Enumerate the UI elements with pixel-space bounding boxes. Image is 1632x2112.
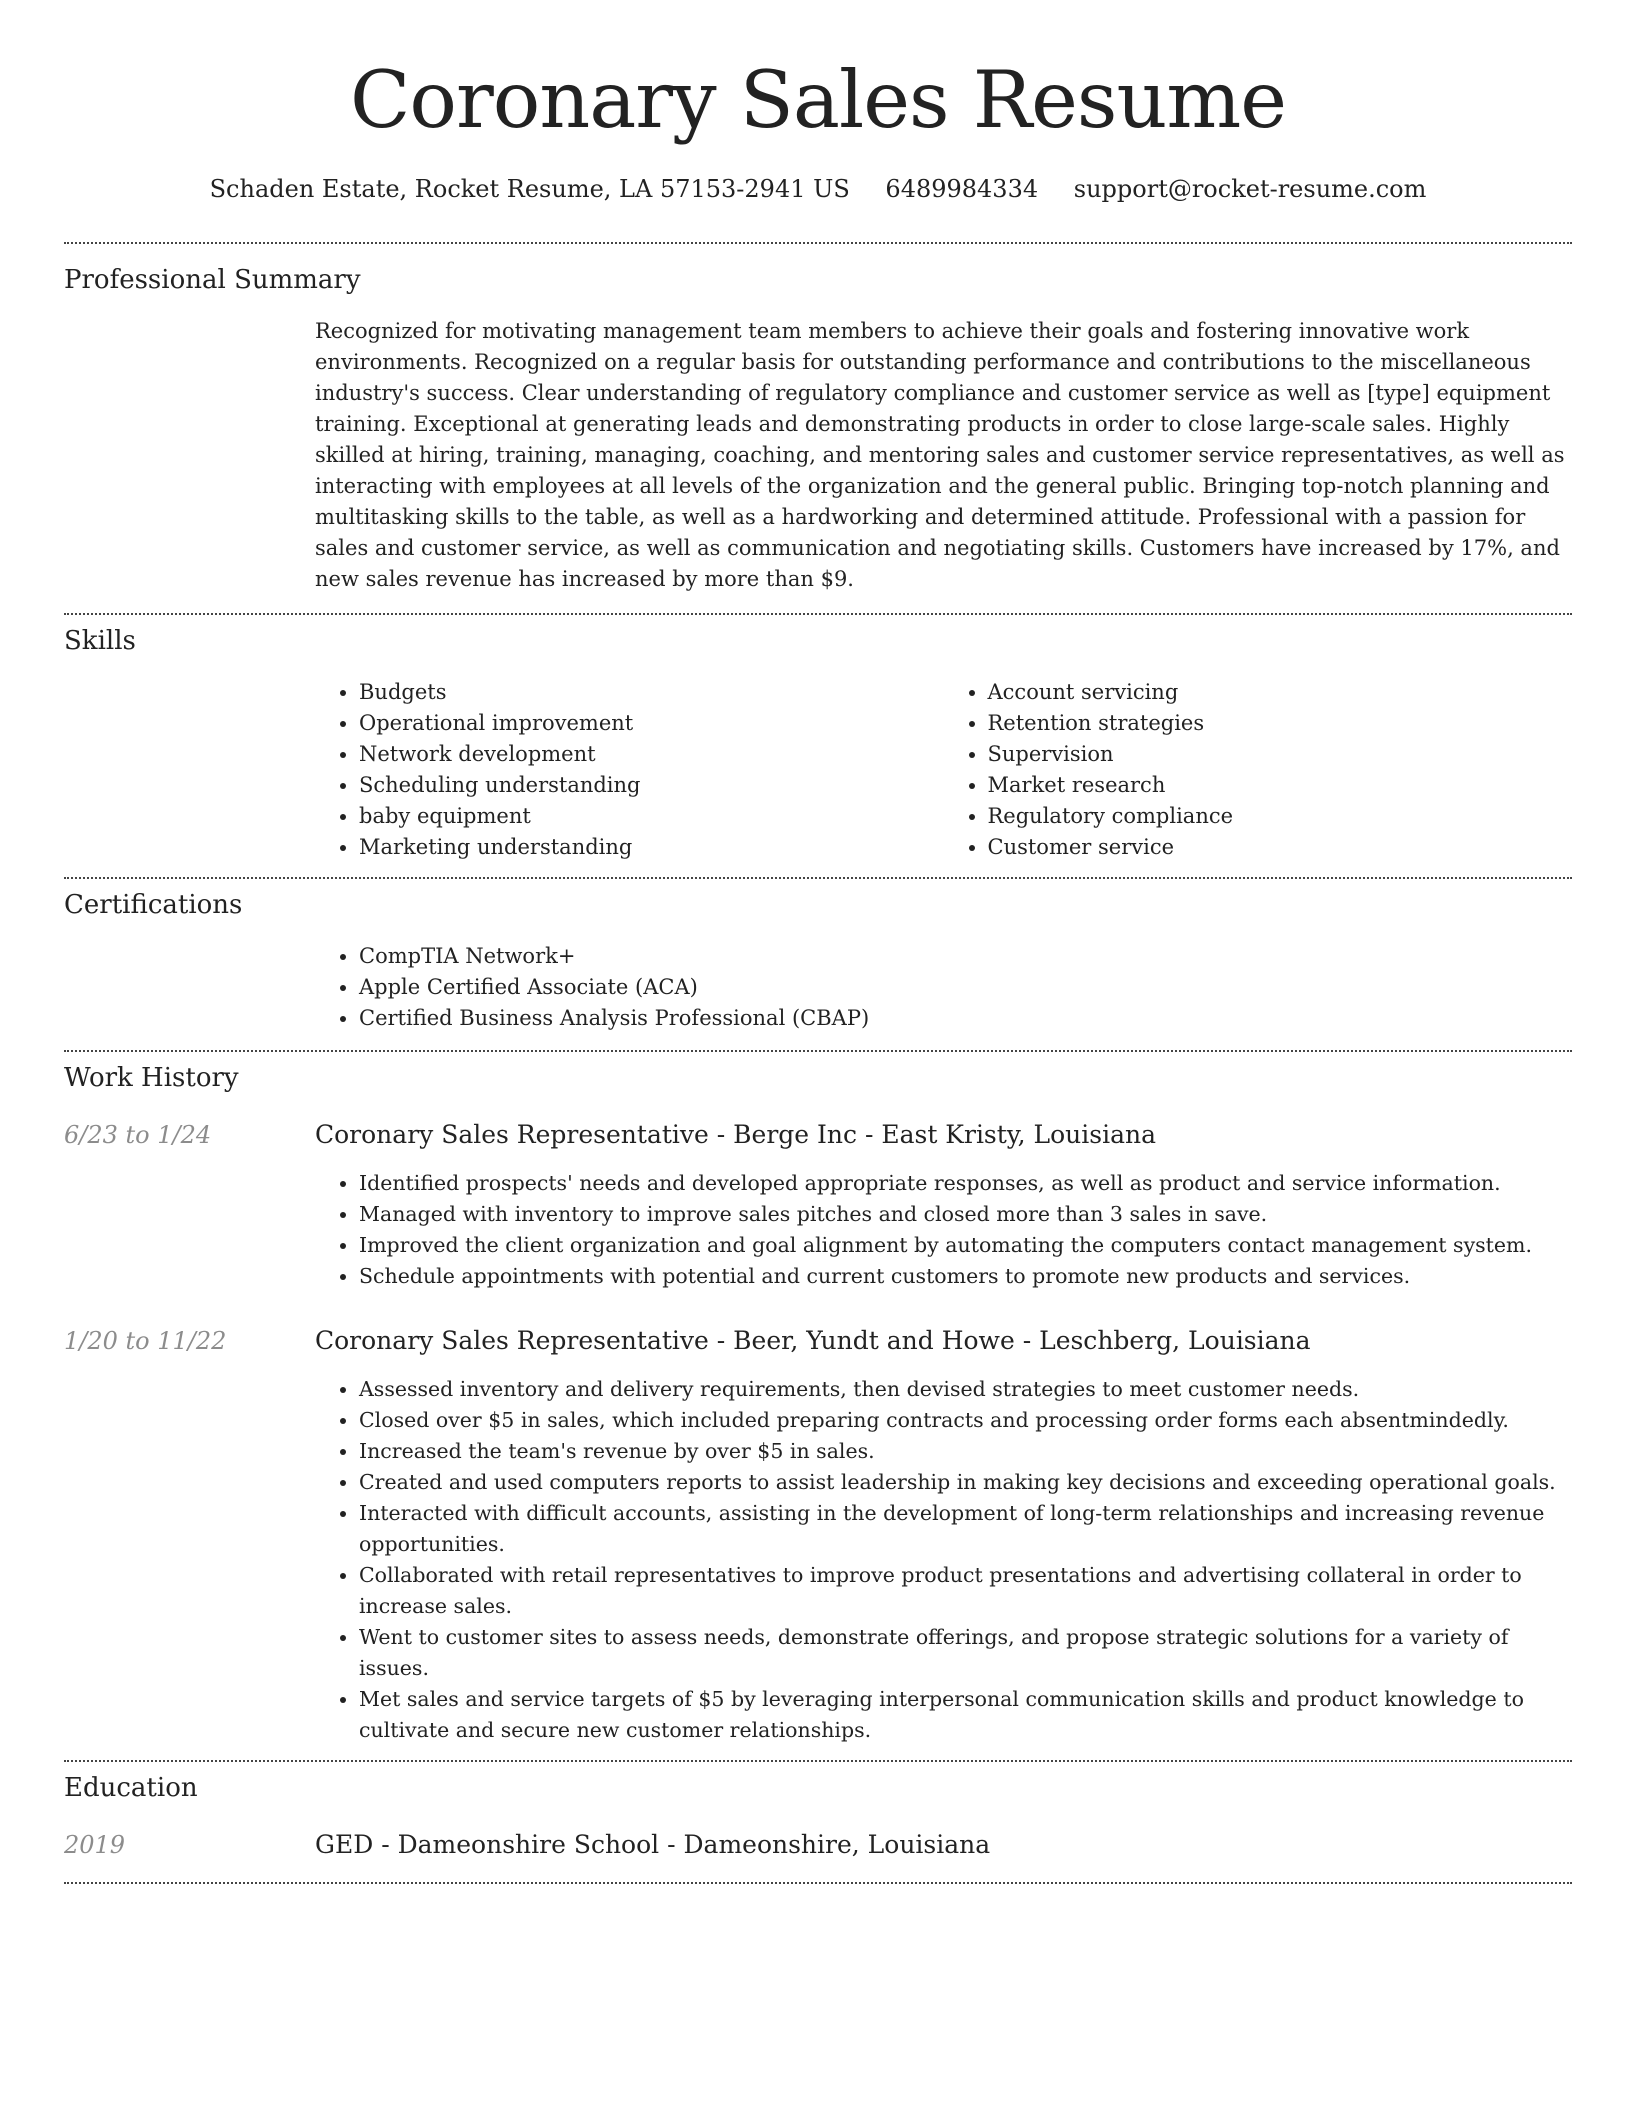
job-bullet-list [315,1168,1572,1292]
skills-list-left [315,677,944,863]
job-bullet: • Assessed inventory and delivery requirements, then devised strategies to meet customer needs. [359,1374,1572,1405]
contact-address: Schaden Estate, Rocket Resume, LA 57153-2941 US [209,175,850,203]
job-bullets [315,1168,1572,1292]
skills-section [64,615,1572,863]
job-entry [64,1326,1572,1746]
education-section [64,1762,1572,1860]
job-bullet: • Created and used computers reports to assist leadership in making key decisions and exceeding operational goals. [359,1467,1572,1498]
job-bullet-list [315,1374,1572,1746]
skill-item: • Operational improvement [359,708,944,739]
job-bullet: • Interacted with difficult accounts, assisting in the development of long-term relationships and increasing revenue opportunities. [359,1498,1572,1560]
skills-columns [315,677,1572,863]
education-year: 2019 [64,1831,126,1859]
job-dates: 1/20 to 11/22 [64,1327,227,1355]
job-bullet: • Went to customer sites to assess needs, demonstrate offerings, and propose strategic solutions for a variety of issues. [359,1622,1572,1684]
certifications-list [315,941,1572,1034]
education-entry [64,1830,1572,1860]
resume-page [64,0,1572,1884]
section-heading: Work History [64,1063,239,1093]
certification-item: • CompTIA Network+ [359,941,1572,972]
job-details: - Beer, Yundt and Howe - Leschberg, Louisiana [708,1326,1311,1355]
section-heading: Certifications [64,890,243,920]
skills-list-right [944,677,1573,863]
contact-email: support@rocket-resume.com [1073,175,1427,203]
job-title-line [315,1326,1311,1356]
job-bullet: • Closed over $5 in sales, which included preparing contracts and processing order forms each absentmindedly. [359,1405,1572,1436]
section-heading: Professional Summary [64,265,361,295]
certifications-section [64,879,1572,1034]
resume-title: Coronary Sales Resume [349,54,1287,146]
resume-header [64,0,1572,204]
job-bullet: • Improved the client organization and goal alignment by automating the computers contact management system. [359,1230,1572,1261]
section-divider [64,1882,1572,1884]
job-bullet: • Collaborated with retail representatives to improve product presentations and advertising collateral in order to increase sales. [359,1560,1572,1622]
skill-item: • Customer service [988,832,1573,863]
skill-item: • Account servicing [988,677,1573,708]
certification-item: • Apple Certified Associate (ACA) [359,972,1572,1003]
skill-item: • Retention strategies [988,708,1573,739]
skill-item: • Market research [988,770,1573,801]
skill-item: • Marketing understanding [359,832,944,863]
education-details: GED - Dameonshire School - Dameonshire, Louisiana [315,1830,991,1859]
job-bullet: • Identified prospects' needs and developed appropriate responses, as well as product and service information. [359,1168,1572,1199]
skill-item: • Network development [359,739,944,770]
job-bullet: • Schedule appointments with potential and current customers to promote new products and services. [359,1261,1572,1292]
skill-item: • baby equipment [359,801,944,832]
contact-line [64,174,1572,204]
summary-text: Recognized for motivating management team members to achieve their goals and fostering innovative work environments. Recognized on a regular basis for outstanding performance and contributions to the miscellaneous industry's success. Clear understanding of regulatory compliance and customer service as well as [type] equipment training. Exceptional at generating leads and demonstrating products in order to close large-scale sales. Highly skilled at hiring, training, managing, coaching, and mentoring sales and customer service representatives, as well as interacting with employees at all levels of the organization and the general public. Bringing top-notch planning and multitasking skills to the table, as well as a hardworking and determined attitude. Professional with a passion for sales and customer service, as well as communication and negotiating skills. Customers have increased by 17%, and new sales revenue has increased by more than $9. [315,319,1565,591]
job-bullet: • Met sales and service targets of $5 by leveraging interpersonal communication skills and product knowledge to cultivate and secure new customer relationships. [359,1684,1572,1746]
job-bullet: • Increased the team's revenue by over $5 in sales. [359,1436,1572,1467]
job-header [64,1120,1572,1150]
professional-summary-section [64,244,1572,595]
summary-body [315,316,1572,595]
skill-item: • Supervision [988,739,1573,770]
skill-item: • Scheduling understanding [359,770,944,801]
job-header [64,1326,1572,1356]
job-title: Coronary Sales Representative [315,1120,709,1149]
skill-item: • Budgets [359,677,944,708]
certifications-body [315,941,1572,1034]
contact-phone: 6489984334 [885,175,1039,203]
job-title: Coronary Sales Representative [315,1326,709,1355]
certification-item: • Certified Business Analysis Professional (CBAP) [359,1003,1572,1034]
section-heading: Skills [64,626,136,656]
job-bullet: • Managed with inventory to improve sales pitches and closed more than 3 sales in save. [359,1199,1572,1230]
job-dates: 6/23 to 1/24 [64,1121,212,1149]
job-entry [64,1120,1572,1292]
job-details: - Berge Inc - East Kristy, Louisiana [708,1120,1156,1149]
job-bullets [315,1374,1572,1746]
section-heading: Education [64,1773,198,1803]
job-title-line [315,1120,1156,1150]
skill-item: • Regulatory compliance [988,801,1573,832]
work-history-section [64,1052,1572,1746]
